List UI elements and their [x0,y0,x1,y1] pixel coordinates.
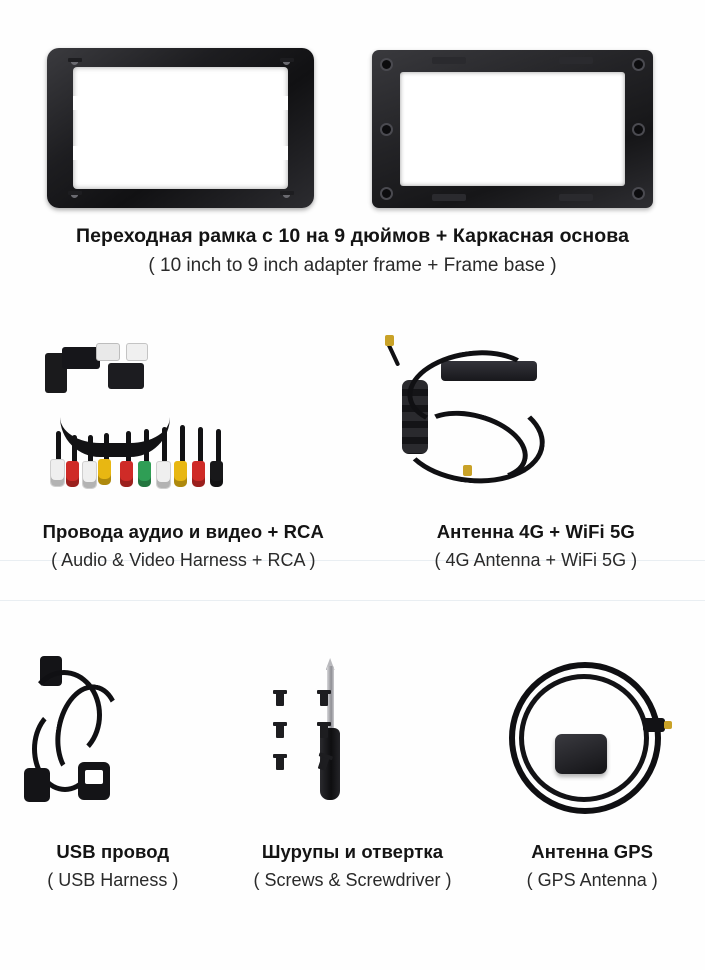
divider-line-bottom [0,600,705,601]
antenna-connector [463,465,472,476]
section-harness-antenna [0,335,705,590]
harness-lead [216,429,221,463]
harness-lead [126,431,131,463]
harness-lead [180,425,185,463]
rca-plug-green [138,461,151,487]
frames-image-row [0,18,705,198]
usb-port [78,762,110,800]
frame-tab [432,194,466,201]
audio-video-harness-image [0,335,367,520]
usb-harness-image [2,650,224,840]
caption-ru: Переходная рамка с 10 на 9 дюймов + Каркасная основа [75,225,630,247]
antenna-illustration [367,335,705,520]
harness-white-connector [96,343,120,361]
screw [276,722,284,738]
gps-illustration [481,650,703,840]
screws-screwdriver-image [228,650,478,840]
frame-notch [73,146,89,160]
frame-tab [559,194,593,201]
harness-lead [88,435,93,463]
usb-illustration [2,650,224,840]
rca-plug-red [120,461,133,487]
screw [276,690,284,706]
caption-en: ( Audio & Video Harness + RCA ) [51,550,316,571]
harness-connector [62,347,100,369]
column-gps-antenna [479,650,705,893]
gps-antenna-image [481,650,703,840]
section-usb-tools-gps [0,650,705,950]
adapter-frame-image [47,48,314,208]
caption-en: ( Screws & Screwdriver ) [253,870,452,891]
frame-screw [71,191,78,198]
tools-illustration [228,650,478,840]
rca-plug-white [156,461,171,489]
usb-plug [24,768,50,802]
gps-receiver [555,734,607,774]
frame-tab [559,57,593,64]
harness-white-connector [126,343,148,361]
rca-plug-black [210,461,223,487]
section-frames [0,18,705,318]
column-usb-harness [0,650,226,893]
caption-en: ( USB Harness ) [47,870,179,891]
gps-connector [643,718,665,732]
harness-caption [0,520,367,573]
caption-en: ( 4G Antenna + WiFi 5G ) [434,550,638,571]
screw [320,690,328,706]
frame-tab [432,57,466,64]
rca-plug-white [50,459,65,487]
frame-mount-hole [382,125,391,134]
caption-ru: Антенна GPS [531,841,654,862]
caption-ru: Провода аудио и видео + RCA [42,521,324,542]
frame-notch [73,96,89,110]
rca-plug-white [82,461,97,489]
frame-mount-hole [634,125,643,134]
caption-en: ( GPS Antenna ) [526,870,658,891]
frame-screw [283,191,290,198]
frame-mount-hole [382,60,391,69]
caption-ru: Антенна 4G + WiFi 5G [436,521,635,542]
harness-lead [56,431,61,461]
caption-en: ( 10 inch to 9 inch adapter frame + Frame base ) [148,255,557,277]
harness-lead [162,427,167,463]
gps-caption [481,840,703,893]
column-audio-video-harness [0,335,367,573]
column-4g-wifi-antenna [367,335,705,573]
column-screws-screwdriver [226,650,480,893]
frame-mount-hole [382,189,391,198]
frames-caption [0,224,705,279]
usb-caption [2,840,224,893]
caption-ru: Шурупы и отвертка [261,841,444,862]
rca-plug-yellow [98,459,111,485]
frame-mount-hole [634,189,643,198]
frame-screw [283,58,290,65]
antenna-caption [367,520,705,573]
harness-lead [144,429,149,463]
harness-illustration [0,335,367,520]
rca-plug-red [66,461,79,487]
rca-plug-yellow [174,461,187,487]
frame-mount-hole [634,60,643,69]
tools-caption [228,840,478,893]
frame-base-image [372,50,653,208]
4g-wifi-antenna-image [367,335,705,520]
screw [320,722,328,738]
screwdriver-shaft [327,666,334,730]
rca-plug-red [192,461,205,487]
caption-ru: USB провод [56,841,170,862]
harness-lead [72,435,77,463]
harness-lead [198,427,203,463]
frame-notch [272,96,288,110]
antenna-connector [385,335,394,346]
frame-screw [71,58,78,65]
frame-notch [272,146,288,160]
screw [276,754,284,770]
